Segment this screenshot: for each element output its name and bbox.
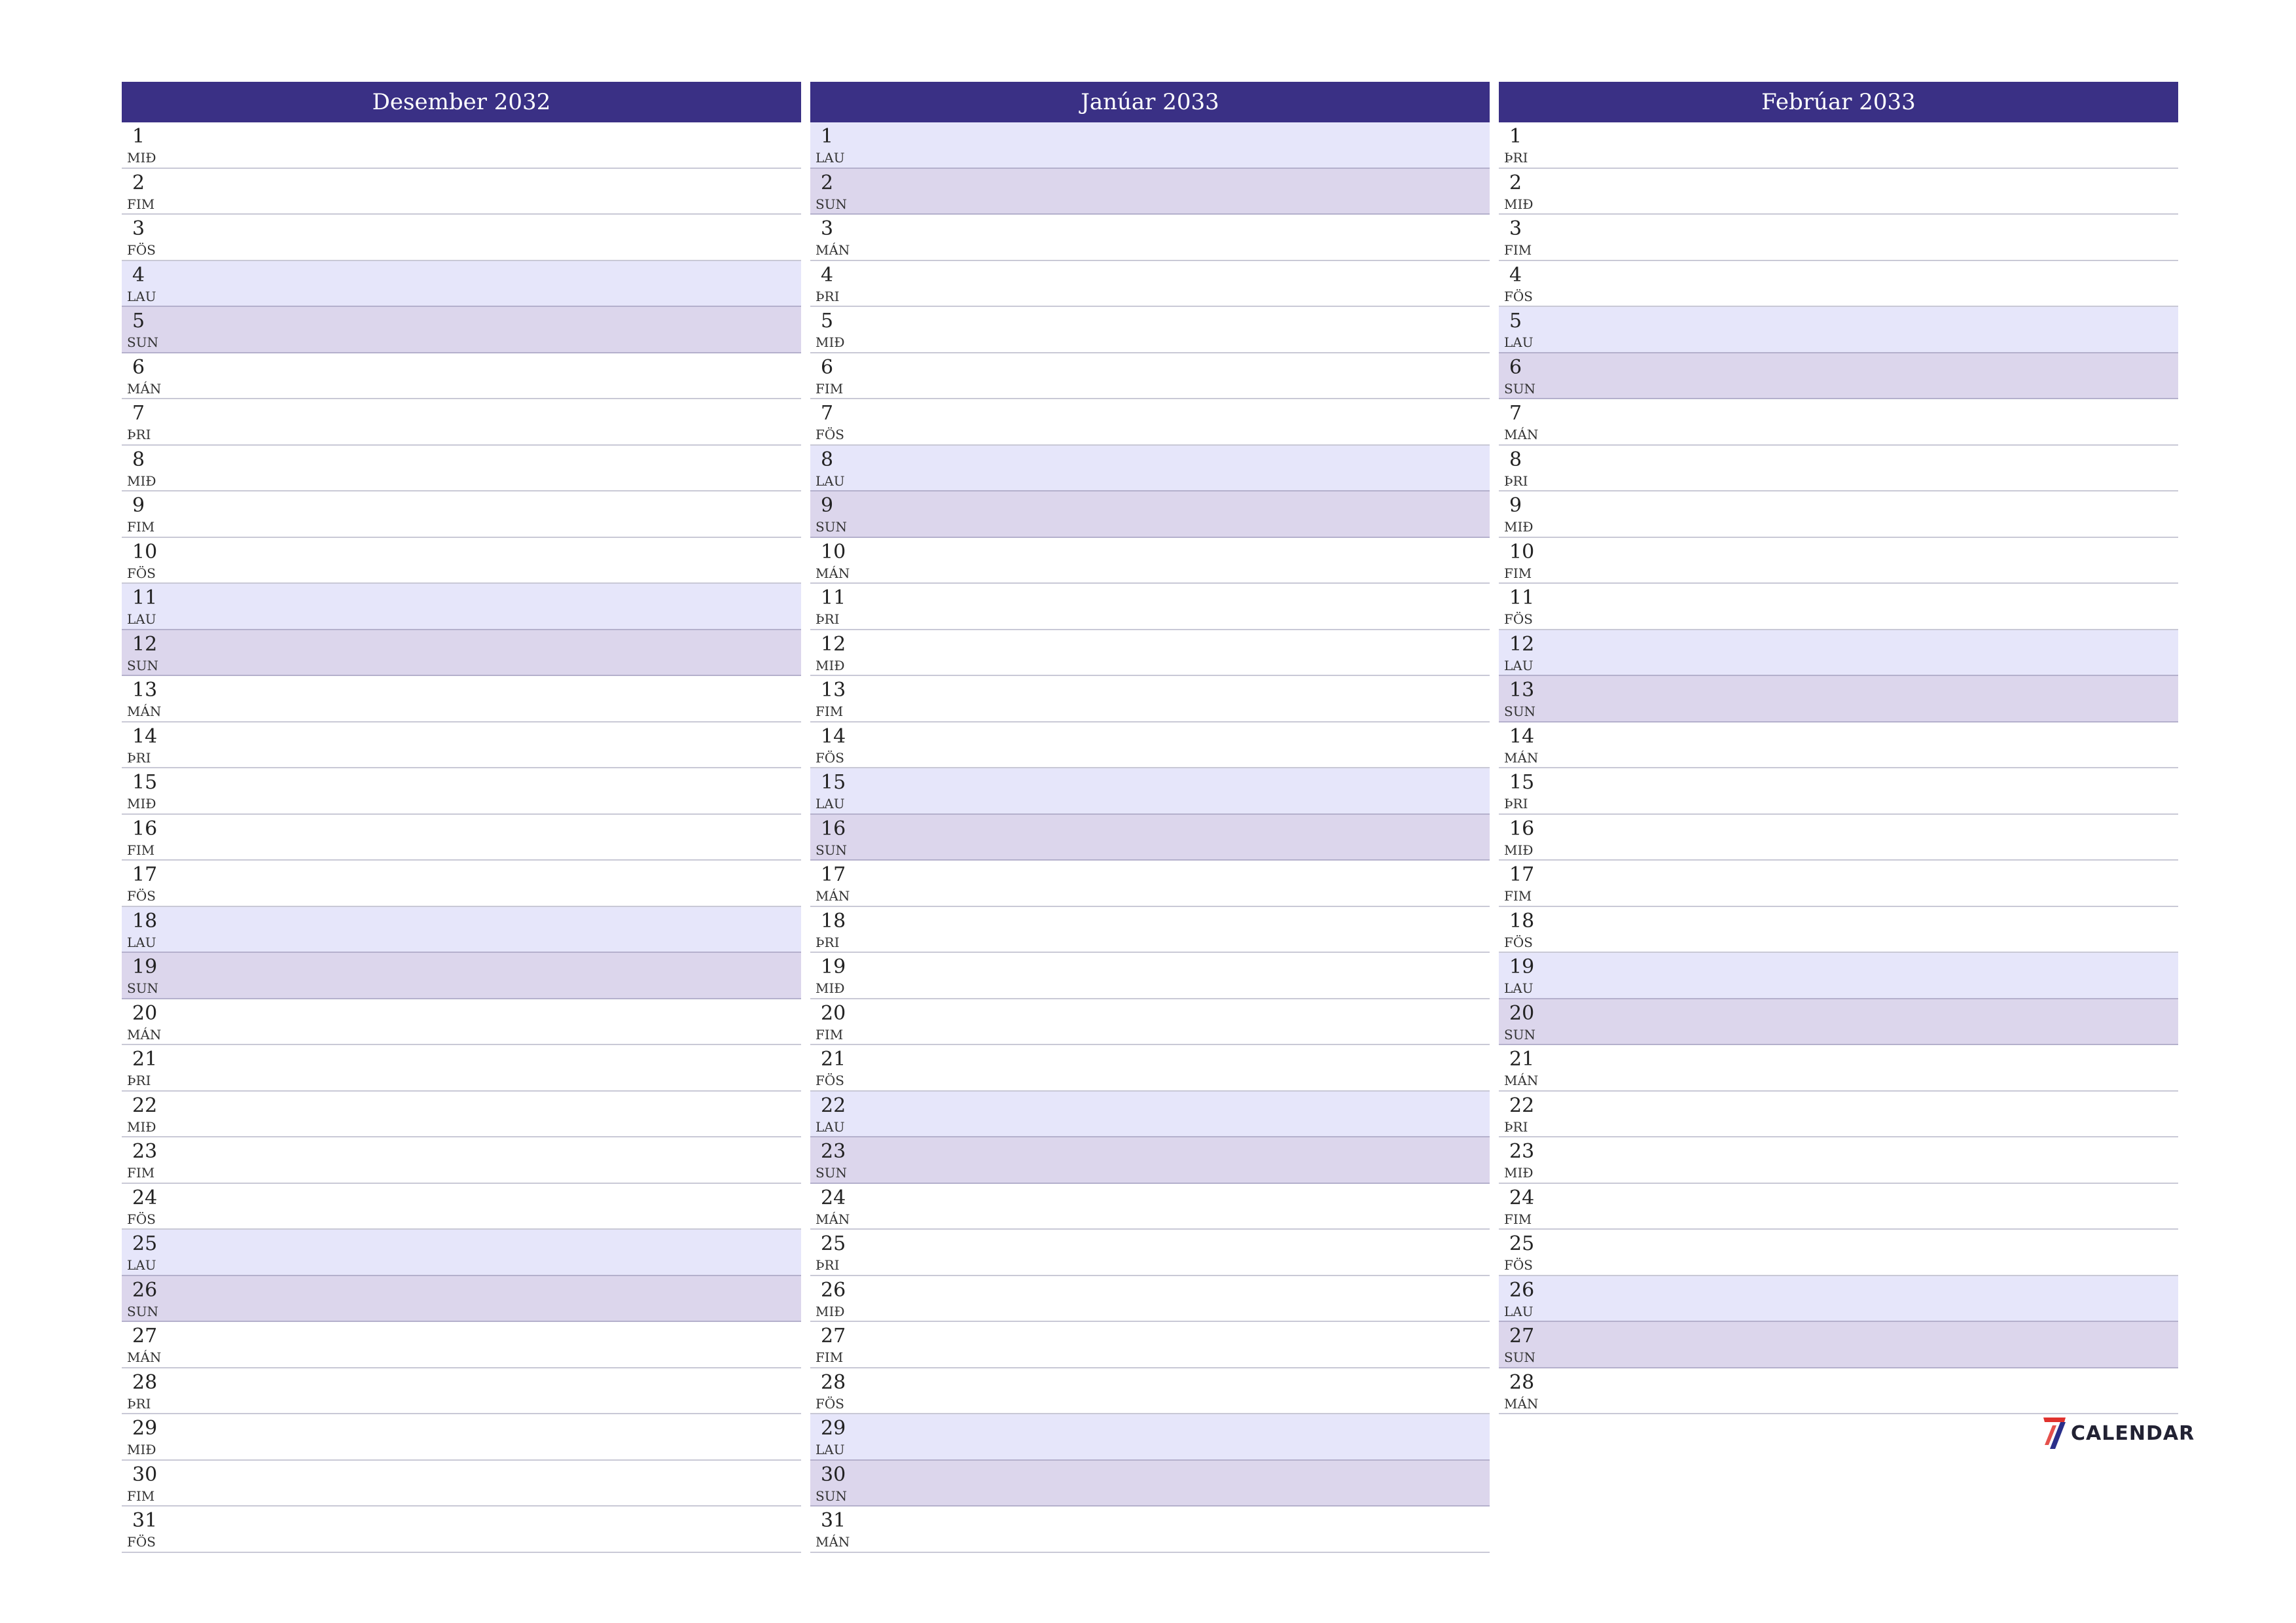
weekday-abbreviation: FÖS [1504, 611, 1533, 627]
weekday-abbreviation: SUN [127, 657, 159, 673]
weekday-abbreviation: SUN [816, 1165, 848, 1181]
day-number: 23 [821, 1140, 846, 1163]
day-number: 16 [821, 817, 846, 840]
day-row [1499, 1045, 2178, 1092]
day-number: 29 [821, 1417, 846, 1440]
month-column-february-2033 [1499, 82, 2178, 1414]
day-number: 17 [132, 863, 158, 886]
weekday-abbreviation: MIÐ [127, 1118, 156, 1135]
day-number: 13 [132, 679, 158, 702]
day-row [122, 399, 801, 446]
seven-logo-icon [2041, 1416, 2067, 1450]
weekday-abbreviation: LAU [816, 1118, 845, 1135]
day-number: 6 [821, 355, 834, 379]
weekday-abbreviation: MIÐ [127, 150, 156, 166]
weekday-abbreviation: MIÐ [816, 657, 845, 673]
day-row [810, 307, 1490, 353]
day-row [122, 768, 801, 815]
weekday-abbreviation: LAU [127, 288, 156, 304]
day-row [1499, 861, 2178, 907]
day-row [122, 307, 801, 353]
day-number: 28 [1509, 1370, 1535, 1394]
day-row [122, 261, 801, 308]
day-number: 27 [132, 1325, 158, 1347]
day-number: 26 [1509, 1278, 1535, 1302]
day-row [1499, 538, 2178, 584]
weekday-abbreviation: ÞRI [127, 1073, 151, 1088]
month-header: Janúar 2033 [810, 82, 1490, 122]
month-column-january-2033 [810, 82, 1490, 1553]
day-number: 5 [1509, 310, 1522, 332]
day-row [810, 999, 1490, 1046]
day-number: 22 [1509, 1094, 1535, 1117]
day-row [122, 907, 801, 954]
day-row [810, 1184, 1490, 1230]
weekday-abbreviation: LAU [1504, 1303, 1534, 1319]
weekday-abbreviation: ÞRI [816, 611, 840, 627]
day-number: 3 [1509, 217, 1522, 240]
day-number: 18 [132, 909, 158, 933]
day-row [810, 630, 1490, 677]
weekday-abbreviation: LAU [816, 796, 845, 812]
day-number: 10 [1509, 540, 1535, 563]
day-number: 2 [1509, 171, 1522, 194]
day-number: 4 [1509, 263, 1522, 287]
weekday-abbreviation: FIM [816, 1349, 844, 1365]
day-number: 3 [821, 217, 834, 240]
weekday-abbreviation: SUN [1504, 1026, 1536, 1043]
day-number: 24 [821, 1186, 846, 1209]
day-row [810, 169, 1490, 215]
day-row [1499, 768, 2178, 815]
weekday-abbreviation: MÁN [1504, 749, 1539, 766]
weekday-abbreviation: LAU [1504, 334, 1534, 350]
day-number: 1 [821, 125, 834, 148]
day-list [122, 122, 801, 1553]
day-row [1499, 261, 2178, 308]
day-number: 28 [132, 1370, 158, 1394]
weekday-abbreviation: LAU [127, 1257, 156, 1273]
weekday-abbreviation: FÖS [127, 1534, 156, 1550]
weekday-abbreviation: LAU [127, 934, 156, 950]
weekday-abbreviation: ÞRI [1504, 473, 1528, 489]
day-number: 26 [132, 1278, 158, 1302]
weekday-abbreviation: MÁN [816, 1534, 850, 1550]
month-column-december-2032 [122, 82, 801, 1553]
day-row [122, 538, 801, 584]
weekday-abbreviation: MIÐ [816, 334, 845, 350]
day-number: 26 [821, 1278, 846, 1302]
day-row [810, 768, 1490, 815]
weekday-abbreviation: LAU [127, 611, 156, 627]
day-row [810, 1230, 1490, 1276]
day-list [810, 122, 1490, 1553]
day-number: 28 [821, 1370, 846, 1394]
weekday-abbreviation: FIM [1504, 1211, 1532, 1227]
day-row [1499, 215, 2178, 261]
day-row [1499, 1276, 2178, 1323]
day-row [122, 446, 801, 492]
day-number: 22 [132, 1094, 158, 1117]
day-row [810, 1092, 1490, 1138]
weekday-abbreviation: MÁN [1504, 1395, 1539, 1412]
day-row [1499, 676, 2178, 722]
day-number: 27 [1509, 1325, 1535, 1347]
weekday-abbreviation: FIM [127, 196, 155, 212]
day-number: 24 [1509, 1186, 1535, 1209]
weekday-abbreviation: MIÐ [816, 980, 845, 996]
day-row [810, 1368, 1490, 1415]
weekday-abbreviation: SUN [816, 519, 848, 535]
weekday-abbreviation: LAU [816, 150, 845, 166]
day-number: 4 [821, 263, 834, 287]
weekday-abbreviation: FIM [1504, 888, 1532, 904]
day-row [1499, 1137, 2178, 1184]
weekday-abbreviation: MIÐ [1504, 842, 1534, 858]
day-row [122, 999, 801, 1046]
weekday-abbreviation: LAU [816, 1442, 845, 1457]
day-row [810, 1322, 1490, 1368]
weekday-abbreviation: LAU [1504, 980, 1534, 996]
day-row [810, 1461, 1490, 1507]
weekday-abbreviation: FÖS [127, 888, 156, 904]
day-number: 7 [821, 402, 834, 425]
day-number: 18 [1509, 909, 1535, 933]
day-number: 10 [132, 540, 158, 563]
day-number: 30 [132, 1463, 158, 1486]
day-row [810, 1137, 1490, 1184]
day-number: 14 [821, 724, 846, 748]
day-number: 9 [1509, 494, 1522, 517]
day-number: 16 [132, 817, 158, 840]
day-number: 11 [132, 586, 158, 609]
logo-text: CALENDAR [2071, 1421, 2195, 1445]
day-row [810, 399, 1490, 446]
day-row [122, 1461, 801, 1507]
weekday-abbreviation: MIÐ [127, 796, 156, 812]
day-row [122, 1507, 801, 1553]
day-row [122, 1230, 801, 1276]
weekday-abbreviation: FIM [127, 1165, 155, 1181]
weekday-abbreviation: FÖS [1504, 934, 1533, 950]
day-row [1499, 1230, 2178, 1276]
day-number: 5 [821, 310, 834, 332]
weekday-abbreviation: FIM [127, 1488, 155, 1504]
day-number: 23 [132, 1140, 158, 1163]
day-row [810, 261, 1490, 308]
day-number: 8 [1509, 448, 1522, 471]
day-number: 6 [1509, 355, 1522, 379]
weekday-abbreviation: FÖS [816, 749, 844, 766]
day-row [1499, 169, 2178, 215]
weekday-abbreviation: FIM [127, 842, 155, 858]
day-number: 5 [132, 310, 145, 332]
weekday-abbreviation: SUN [816, 1488, 848, 1504]
day-number: 9 [132, 494, 145, 517]
weekday-abbreviation: FIM [816, 704, 844, 719]
day-number: 1 [1509, 125, 1522, 148]
day-row [1499, 584, 2178, 630]
day-row [122, 630, 801, 677]
day-number: 18 [821, 909, 846, 933]
day-number: 3 [132, 217, 145, 240]
weekday-abbreviation: ÞRI [127, 749, 151, 766]
day-number: 13 [1509, 679, 1535, 702]
weekday-abbreviation: FIM [127, 519, 155, 535]
weekday-abbreviation: MIÐ [1504, 196, 1534, 212]
day-row [122, 491, 801, 538]
day-number: 7 [132, 402, 145, 425]
day-number: 14 [1509, 724, 1535, 748]
day-number: 20 [132, 1001, 158, 1025]
day-row [1499, 122, 2178, 169]
day-row [1499, 1092, 2178, 1138]
day-row [1499, 722, 2178, 769]
day-number: 31 [132, 1509, 158, 1532]
day-number: 23 [1509, 1140, 1535, 1163]
day-number: 15 [1509, 771, 1535, 794]
day-row [1499, 630, 2178, 677]
weekday-abbreviation: FÖS [127, 242, 156, 258]
day-number: 11 [821, 586, 846, 609]
day-row [122, 1137, 801, 1184]
day-row [122, 353, 801, 400]
day-number: 1 [132, 125, 145, 148]
day-row [810, 815, 1490, 861]
day-number: 8 [132, 448, 145, 471]
day-row [122, 1276, 801, 1323]
day-row [1499, 399, 2178, 446]
day-number: 16 [1509, 817, 1535, 840]
day-number: 12 [132, 632, 158, 656]
day-number: 12 [1509, 632, 1535, 656]
day-number: 20 [1509, 1001, 1535, 1025]
day-row [810, 1414, 1490, 1461]
weekday-abbreviation: MÁN [127, 704, 162, 719]
day-row [1499, 907, 2178, 954]
month-header: Desember 2032 [122, 82, 801, 122]
day-row [810, 907, 1490, 954]
weekday-abbreviation: ÞRI [1504, 796, 1528, 812]
weekday-abbreviation: SUN [127, 980, 159, 996]
day-row [122, 1045, 801, 1092]
weekday-abbreviation: FÖS [816, 427, 844, 442]
weekday-abbreviation: MÁN [127, 1026, 162, 1043]
weekday-abbreviation: FÖS [127, 565, 156, 581]
weekday-abbreviation: ÞRI [1504, 1118, 1528, 1135]
weekday-abbreviation: FIM [1504, 242, 1532, 258]
day-row [1499, 953, 2178, 999]
weekday-abbreviation: MÁN [127, 1349, 162, 1365]
day-row [122, 1092, 801, 1138]
weekday-abbreviation: SUN [1504, 704, 1536, 719]
weekday-abbreviation: LAU [816, 473, 845, 489]
day-row [122, 1414, 801, 1461]
weekday-abbreviation: MIÐ [127, 1442, 156, 1457]
day-row [810, 446, 1490, 492]
brand-logo [2041, 1416, 2195, 1450]
weekday-abbreviation: ÞRI [816, 288, 840, 304]
day-number: 19 [1509, 955, 1535, 978]
weekday-abbreviation: MIÐ [127, 473, 156, 489]
weekday-abbreviation: MÁN [816, 1211, 850, 1227]
day-number: 12 [821, 632, 846, 656]
weekday-abbreviation: FIM [1504, 565, 1532, 581]
day-number: 6 [132, 355, 145, 379]
day-row [1499, 1184, 2178, 1230]
day-row [122, 1368, 801, 1415]
day-number: 17 [821, 863, 846, 886]
day-number: 20 [821, 1001, 846, 1025]
day-row [122, 722, 801, 769]
day-row [810, 215, 1490, 261]
day-number: 17 [1509, 863, 1535, 886]
day-row [1499, 353, 2178, 400]
day-number: 14 [132, 724, 158, 748]
day-row [1499, 815, 2178, 861]
day-row [122, 953, 801, 999]
weekday-abbreviation: SUN [127, 334, 159, 350]
day-row [122, 1322, 801, 1368]
weekday-abbreviation: MÁN [816, 888, 850, 904]
day-row [1499, 446, 2178, 492]
day-number: 9 [821, 494, 834, 517]
weekday-abbreviation: FIM [816, 380, 844, 397]
weekday-abbreviation: MIÐ [1504, 1165, 1534, 1181]
day-row [810, 676, 1490, 722]
day-row [810, 953, 1490, 999]
day-number: 2 [821, 171, 834, 194]
day-number: 4 [132, 263, 145, 287]
weekday-abbreviation: SUN [816, 196, 848, 212]
day-row [122, 861, 801, 907]
day-row [810, 1045, 1490, 1092]
weekday-abbreviation: ÞRI [816, 934, 840, 950]
day-number: 27 [821, 1325, 846, 1347]
day-row [1499, 1322, 2178, 1368]
day-row [810, 353, 1490, 400]
day-number: 22 [821, 1094, 846, 1117]
weekday-abbreviation: MÁN [816, 242, 850, 258]
day-row [810, 1276, 1490, 1323]
weekday-abbreviation: MIÐ [816, 1303, 845, 1319]
weekday-abbreviation: SUN [1504, 1349, 1536, 1365]
day-row [1499, 1368, 2178, 1415]
weekday-abbreviation: ÞRI [127, 427, 151, 442]
day-row [1499, 999, 2178, 1046]
weekday-abbreviation: FÖS [1504, 288, 1533, 304]
weekday-abbreviation: FÖS [816, 1395, 844, 1412]
weekday-abbreviation: MÁN [1504, 1073, 1539, 1088]
weekday-abbreviation: SUN [816, 842, 848, 858]
day-number: 25 [1509, 1232, 1535, 1255]
day-row [810, 538, 1490, 584]
weekday-abbreviation: SUN [1504, 380, 1536, 397]
day-row [810, 584, 1490, 630]
weekday-abbreviation: MÁN [816, 565, 850, 581]
weekday-abbreviation: ÞRI [1504, 150, 1528, 166]
day-row [810, 491, 1490, 538]
day-row [810, 861, 1490, 907]
day-number: 15 [132, 771, 158, 794]
day-row [122, 584, 801, 630]
weekday-abbreviation: MÁN [1504, 427, 1539, 442]
weekday-abbreviation: LAU [1504, 657, 1534, 673]
day-number: 25 [132, 1232, 158, 1255]
weekday-abbreviation: MÁN [127, 380, 162, 397]
day-row [1499, 307, 2178, 353]
day-number: 25 [821, 1232, 846, 1255]
day-row [122, 122, 801, 169]
weekday-abbreviation: FIM [816, 1026, 844, 1043]
weekday-abbreviation: FÖS [816, 1073, 844, 1088]
day-number: 31 [821, 1509, 846, 1532]
day-number: 21 [1509, 1048, 1535, 1071]
day-number: 24 [132, 1186, 158, 1209]
day-row [810, 722, 1490, 769]
day-number: 10 [821, 540, 846, 563]
day-number: 21 [821, 1048, 846, 1071]
day-number: 29 [132, 1417, 158, 1440]
day-number: 7 [1509, 402, 1522, 425]
day-number: 8 [821, 448, 834, 471]
day-row [810, 122, 1490, 169]
day-number: 30 [821, 1463, 846, 1486]
day-row [1499, 491, 2178, 538]
day-row [122, 815, 801, 861]
day-row [122, 169, 801, 215]
weekday-abbreviation: ÞRI [816, 1257, 840, 1273]
day-number: 2 [132, 171, 145, 194]
day-number: 19 [132, 955, 158, 978]
weekday-abbreviation: FÖS [1504, 1257, 1533, 1273]
day-row [810, 1507, 1490, 1553]
day-row [122, 1184, 801, 1230]
day-number: 11 [1509, 586, 1535, 609]
day-number: 19 [821, 955, 846, 978]
day-number: 15 [821, 771, 846, 794]
day-list [1499, 122, 2178, 1414]
weekday-abbreviation: FÖS [127, 1211, 156, 1227]
day-row [122, 215, 801, 261]
day-row [122, 676, 801, 722]
day-number: 13 [821, 679, 846, 702]
month-header: Febrúar 2033 [1499, 82, 2178, 122]
weekday-abbreviation: MIÐ [1504, 519, 1534, 535]
weekday-abbreviation: SUN [127, 1303, 159, 1319]
day-number: 21 [132, 1048, 158, 1071]
weekday-abbreviation: ÞRI [127, 1395, 151, 1412]
